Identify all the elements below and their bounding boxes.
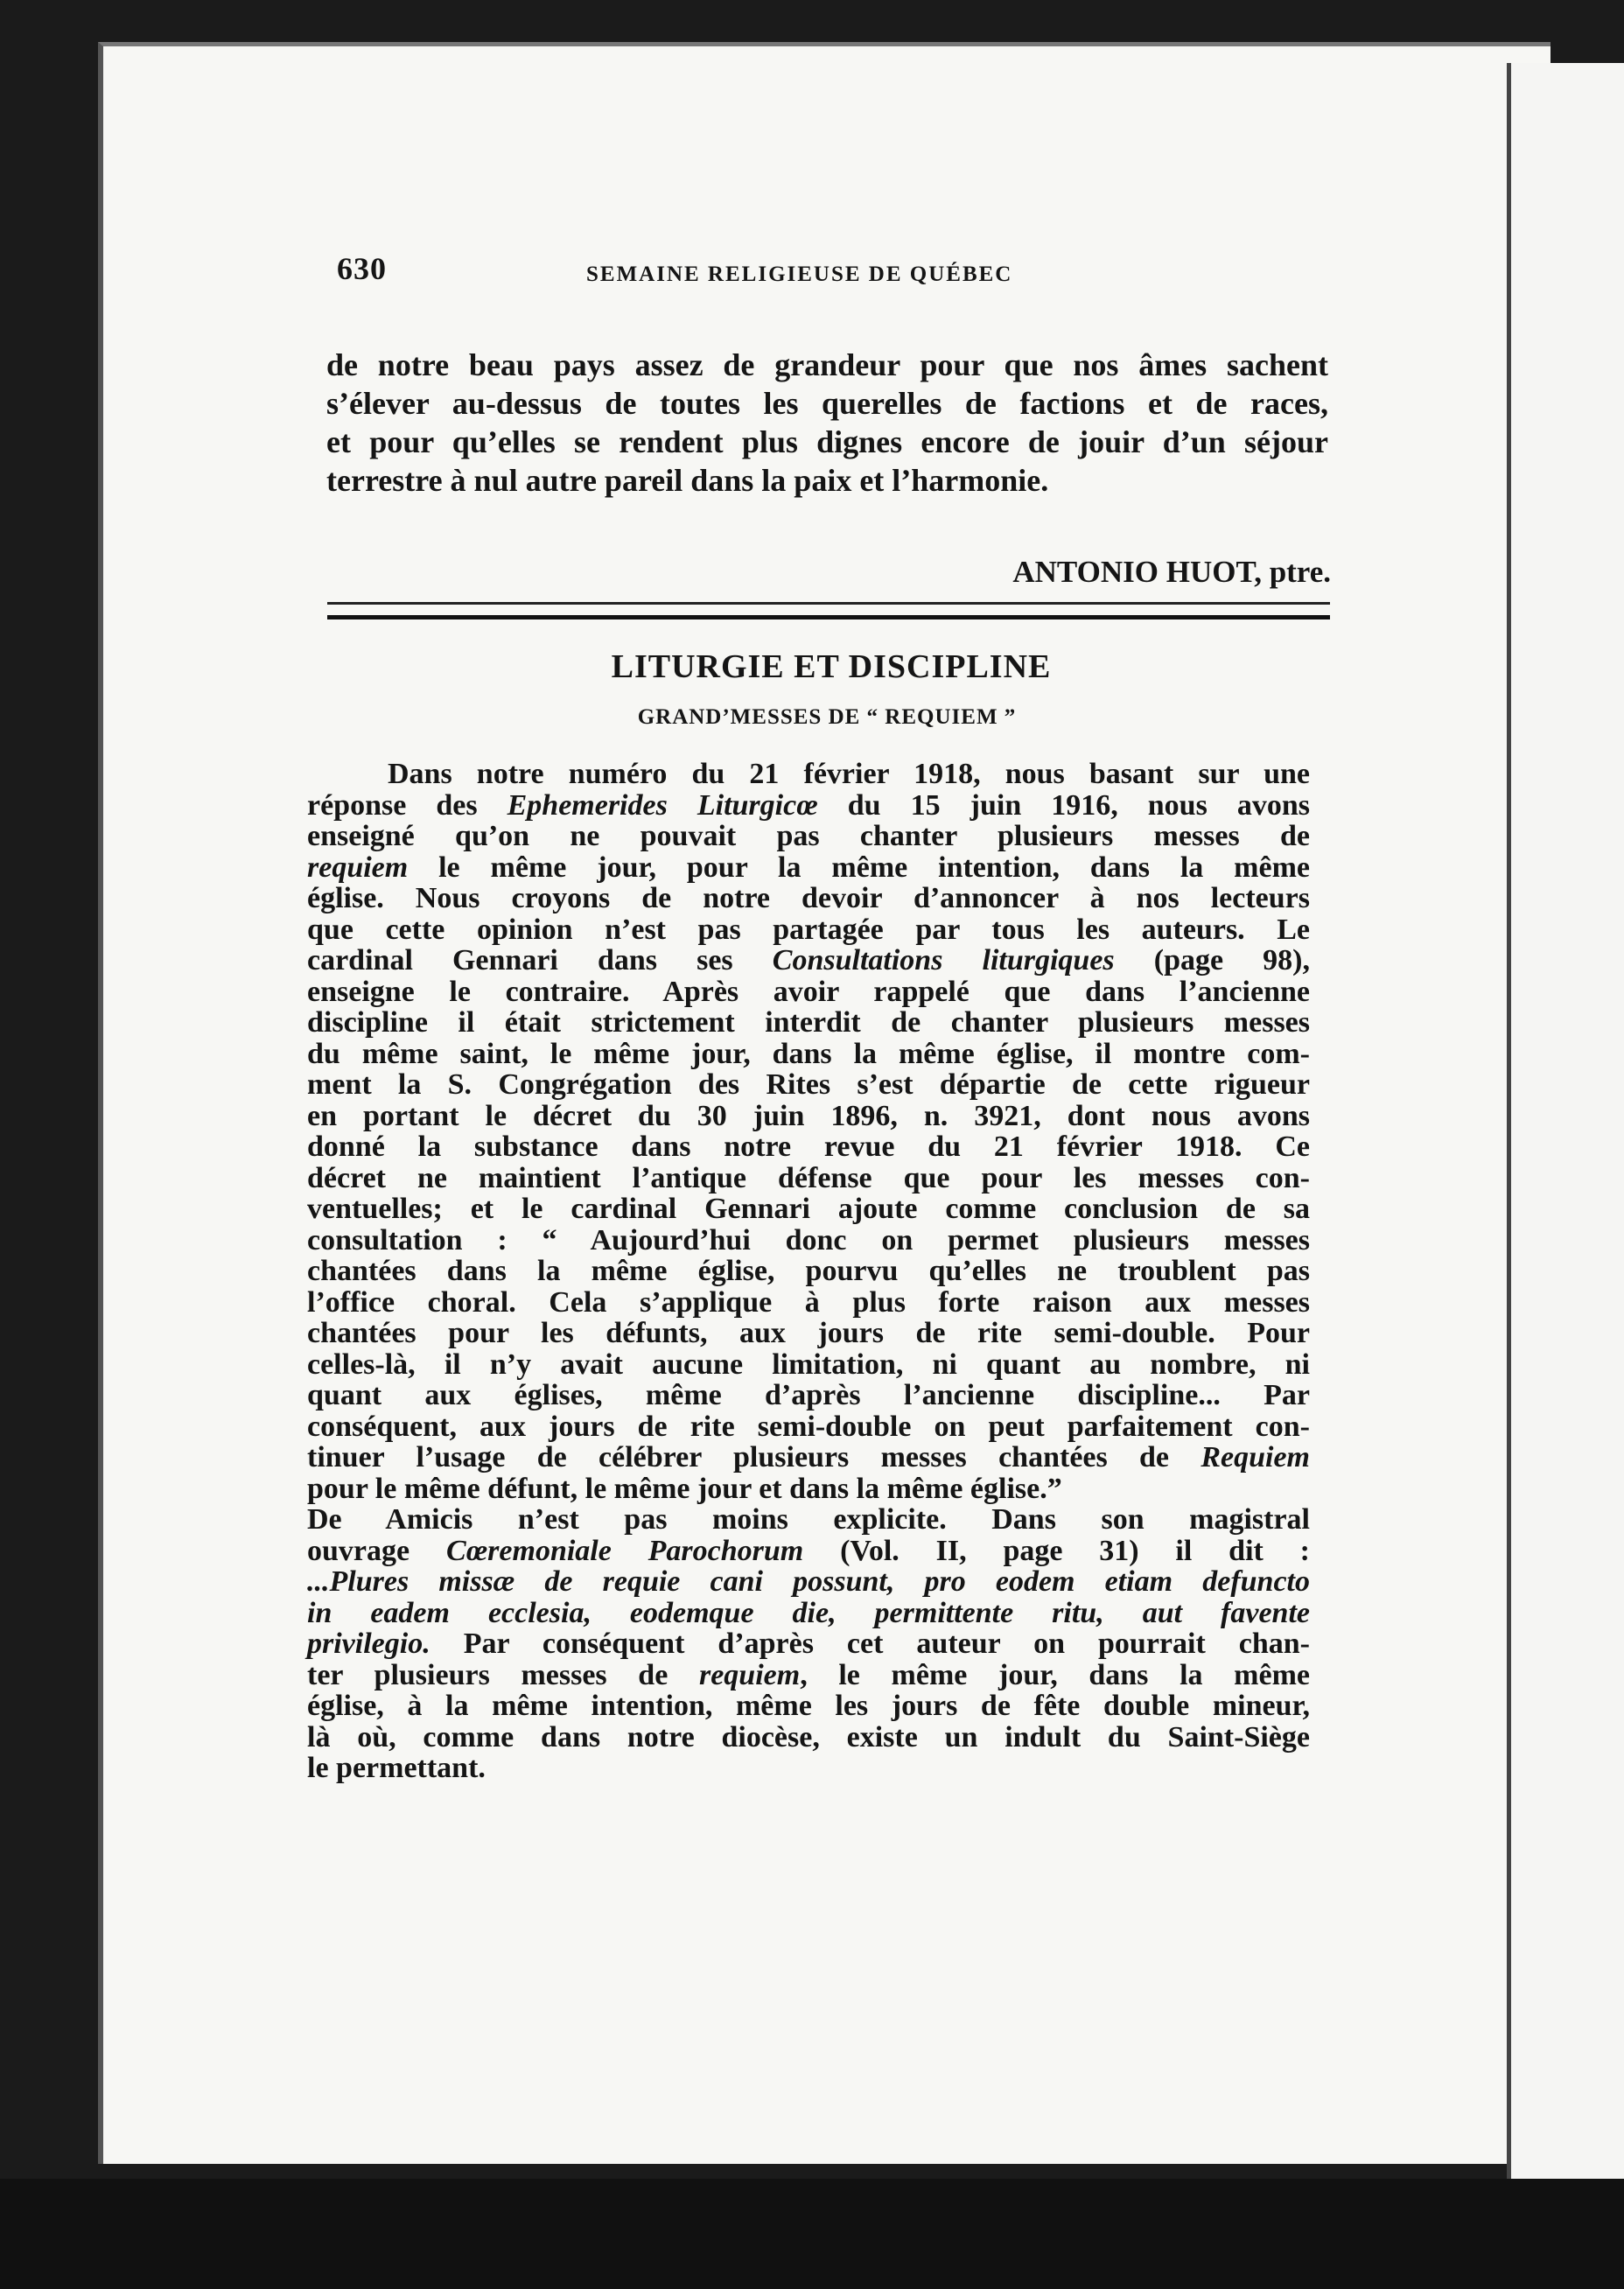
page-number: 630 (337, 251, 387, 286)
text-line: discipline il était strictement interdit de chanter plusieurs messes (307, 1006, 1310, 1039)
text-line: pour le même défunt, le même jour et dans la même église.” (307, 1472, 1062, 1505)
text-line: réponse des Ephemerides Liturgicœ du 15 juin 1916, nous avons (307, 788, 1310, 822)
text-line: tinuer l’usage de célébrer plusieurs messes chantées de Requiem (307, 1441, 1310, 1474)
text-line: l’office choral. Cela s’applique à plus forte raison aux messes (307, 1285, 1310, 1319)
text-line: ter plusieurs messes de requiem, le même jour, dans la même (307, 1658, 1310, 1691)
text-line: de notre beau pays assez de grandeur pour que nos âmes sachent (326, 347, 1328, 382)
section-divider (327, 602, 1330, 620)
text-line: que cette opinion n’est pas partagée par tous les auteurs. Le (307, 913, 1310, 946)
text-line: ment la S. Congrégation des Rites s’est départie de cette rigueur (307, 1068, 1310, 1101)
text-line: conséquent, aux jours de rite semi-double on peut parfaitement con- (307, 1410, 1310, 1443)
text-line: De Amicis n’est pas moins explicite. Dans son magistral (307, 1503, 1310, 1536)
text-line: chantées dans la même église, pourvu qu’elles ne troublent pas (307, 1255, 1310, 1287)
article-subtitle: GRAND’MESSES DE “ REQUIEM ” (637, 705, 1017, 729)
text-line: ...Plures missæ de requie cani possunt, pro eodem etiam defuncto (307, 1565, 1310, 1598)
text-line: consultation : “ Aujourd’hui donc on permet plusieurs messes (307, 1223, 1310, 1256)
text-line: ouvrage Cœremoniale Parochorum (Vol. II, page 31) il dit : (307, 1534, 1311, 1567)
text-line: s’élever au-dessus de toutes les querelles de factions et de races, (326, 386, 1328, 421)
text-line: cardinal Gennari dans ses Consultations liturgiques (page 98), (307, 944, 1310, 976)
text-line: terrestre à nul autre pareil dans la paix et l’harmonie. (326, 463, 1049, 498)
text-line: quant aux églises, même d’après l’ancienne discipline... Par (307, 1379, 1310, 1411)
journal-title: SEMAINE RELIGIEUSE DE QUÉBEC (586, 262, 1013, 286)
text-line: Dans notre numéro du 21 février 1918, nous basant sur une (388, 758, 1310, 790)
previous-article-ending (326, 346, 1328, 500)
text-line: enseigne le contraire. Après avoir rappelé que dans l’ancienne (307, 975, 1310, 1008)
running-header (337, 250, 1282, 289)
adjacent-page-edge (1507, 63, 1624, 2207)
text-line: requiem le même jour, pour la même intention, dans la même (307, 850, 1310, 884)
text-line: enseigné qu’on ne pouvait pas chanter plusieurs messes de (307, 820, 1310, 852)
text-line: décret ne maintient l’antique défense que pour les messes con- (307, 1161, 1310, 1194)
text-line: ventuelles; et le cardinal Gennari ajoute comme conclusion de sa (307, 1193, 1310, 1225)
text-line: et pour qu’elles se rendent plus dignes encore de jouir d’un séjour (326, 424, 1328, 459)
scanner-background-bottom (0, 2179, 1624, 2289)
text-line: in eadem ecclesia, eodemque die, permittente ritu, aut favente (307, 1596, 1310, 1629)
text-line: celles-là, il n’y avait aucune limitation, ni quant au nombre, ni (307, 1348, 1310, 1381)
text-line: église. Nous croyons de notre devoir d’annoncer à nos lecteurs (307, 882, 1310, 914)
article-body (307, 759, 1310, 1784)
section-title: LITURGIE ET DISCIPLINE (611, 648, 1052, 685)
text-line: là où, comme dans notre diocèse, existe un indult du Saint-Siège (307, 1720, 1310, 1754)
author-signature: ANTONIO HUOT, ptre. (1012, 555, 1331, 589)
text-line: le permettant. (307, 1752, 486, 1784)
text-line: en portant le décret du 30 juin 1896, n. 3921, dont nous avons (307, 1099, 1310, 1132)
text-line: église, à la même intention, même les jours de fête double mineur, (307, 1690, 1310, 1722)
text-line: du même saint, le même jour, dans la même église, il montre com- (307, 1037, 1310, 1070)
text-line: donné la substance dans notre revue du 21 février 1918. Ce (307, 1130, 1310, 1163)
text-line: chantées pour les défunts, aux jours de rite semi-double. Pour (307, 1317, 1310, 1349)
text-line: privilegio. Par conséquent d’après cet auteur on pourrait chan- (307, 1628, 1310, 1660)
